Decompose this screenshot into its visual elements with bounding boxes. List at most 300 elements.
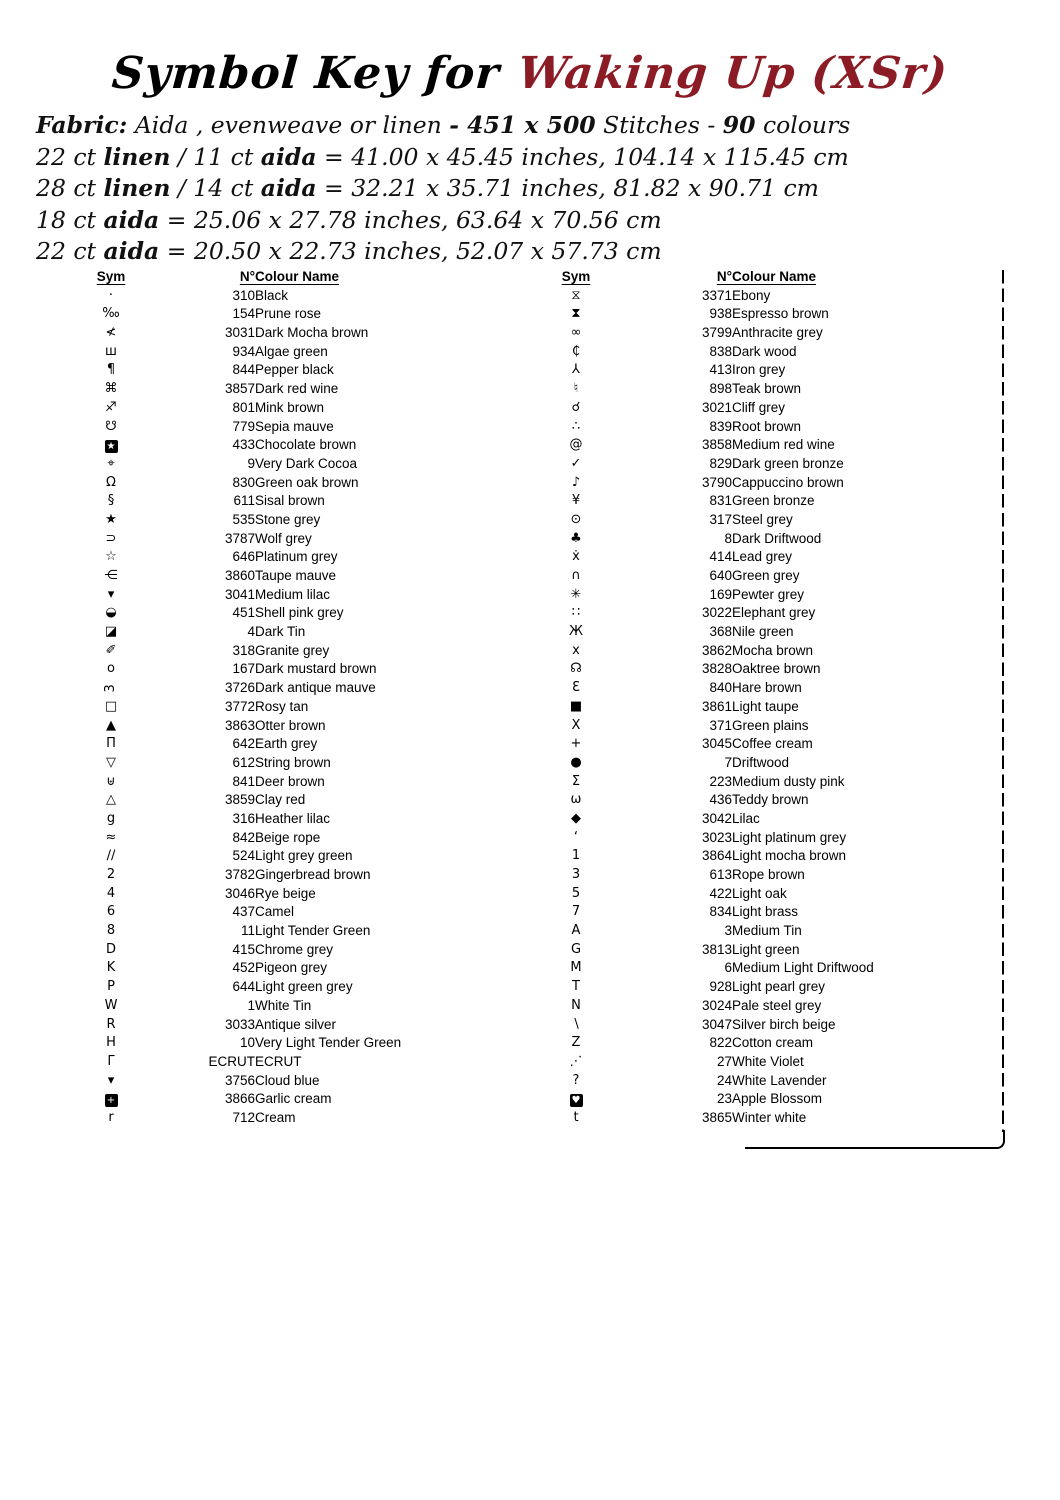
table-row xyxy=(78,959,527,978)
symbol-cell xyxy=(78,978,144,997)
fabric-text-segment: = 25.06 x 27.78 inches, 63.64 x 70.56 cm xyxy=(159,205,662,234)
table-left-body xyxy=(78,287,527,1128)
thread-number-cell: 437 xyxy=(232,904,255,920)
stitch-symbol-icon: r xyxy=(108,1109,114,1125)
colour-name-cell: Driftwood xyxy=(732,754,790,770)
thread-number-cell: 3033 xyxy=(224,1016,255,1032)
thread-number-cell: 838 xyxy=(709,343,732,359)
symbol-cell xyxy=(543,567,609,586)
symbol-cell xyxy=(78,791,144,810)
symbol-cell xyxy=(78,361,144,380)
table-row xyxy=(78,997,527,1016)
symbol-cell xyxy=(543,548,609,567)
colour-name-cell: Iron grey xyxy=(732,362,786,378)
stitch-symbol-icon: ♪ xyxy=(571,474,581,490)
symbol-cell xyxy=(78,1072,144,1091)
colour-name-cell: Green plains xyxy=(732,717,809,733)
thread-number-cell: 844 xyxy=(232,362,255,378)
fabric-text-segment: linen xyxy=(103,174,171,202)
thread-number-cell: 422 xyxy=(709,885,732,901)
colour-name-cell: Medium lilac xyxy=(255,586,331,602)
table-row xyxy=(543,380,982,399)
colour-name-cell: Otter brown xyxy=(255,717,326,733)
thread-number-cell: 27 xyxy=(716,1053,732,1069)
colour-name-cell: Sisal brown xyxy=(255,493,325,509)
stitch-symbol-icon: ⋰ xyxy=(569,1053,583,1069)
stitch-symbol-icon: ∩ xyxy=(571,568,581,583)
fabric-info-block xyxy=(36,110,850,268)
stitch-symbol-icon: ∞ xyxy=(570,325,582,341)
table-row xyxy=(543,754,982,773)
stitch-symbol-icon: A xyxy=(571,923,581,939)
table-row xyxy=(543,436,982,455)
stitch-symbol-icon: ☊ xyxy=(570,661,582,677)
symbol-cell xyxy=(543,1034,609,1053)
table-row xyxy=(543,903,982,922)
symbol-cell xyxy=(78,660,144,679)
table-row xyxy=(543,941,982,960)
stitch-symbol-icon: Ω xyxy=(106,474,116,490)
table-row xyxy=(543,717,982,736)
colour-name-cell: Rye beige xyxy=(255,885,316,901)
thread-number-cell: 3756 xyxy=(224,1072,255,1088)
thread-number-cell: 3042 xyxy=(701,810,732,826)
colour-name-cell: Cloud blue xyxy=(255,1072,320,1088)
symbol-cell xyxy=(78,474,144,493)
thread-number-cell: 11 xyxy=(240,923,255,939)
symbol-cell xyxy=(78,903,144,922)
table-row xyxy=(543,586,982,605)
colour-name-cell: Light green grey xyxy=(255,979,353,995)
colour-name-cell: Oaktree brown xyxy=(732,661,821,677)
symbol-cell xyxy=(78,679,144,698)
colour-name-cell: Gingerbread brown xyxy=(255,867,371,882)
thread-number-cell: 535 xyxy=(232,511,255,527)
symbol-cell xyxy=(78,530,144,549)
thread-number-cell: 712 xyxy=(232,1109,255,1125)
stitch-symbol-icon: G xyxy=(570,941,582,957)
colour-name-cell: Root brown xyxy=(732,418,802,434)
stitch-symbol-icon: ● xyxy=(570,754,582,770)
symbol-cell xyxy=(78,642,144,661)
stitch-symbol-icon: · xyxy=(108,287,114,303)
symbol-cell xyxy=(543,754,609,773)
colour-name-cell: Teddy brown xyxy=(732,792,809,808)
symbol-cell xyxy=(543,791,609,810)
table-row xyxy=(78,305,527,324)
symbol-cell xyxy=(78,511,144,530)
colour-name-cell: Dark Tin xyxy=(255,624,306,640)
colour-name-cell: Dark antique mauve xyxy=(255,680,376,696)
table-row xyxy=(543,548,982,567)
table-row xyxy=(78,287,527,306)
symbol-cell xyxy=(543,455,609,474)
thread-number-cell: 3021 xyxy=(701,399,732,415)
stitch-symbol-icon: 3 xyxy=(571,867,581,882)
stitch-symbol-icon: 6 xyxy=(106,904,116,920)
symbol-cell xyxy=(78,717,144,736)
colour-name-cell: Lilac xyxy=(732,810,760,826)
stitch-symbol-icon: ☋ xyxy=(105,418,117,434)
thread-number-cell: 3858 xyxy=(701,437,732,453)
colour-name-cell: Anthracite grey xyxy=(732,325,823,341)
thread-number-cell: 154 xyxy=(232,306,255,322)
thread-number-cell: 842 xyxy=(232,829,255,845)
symbol-cell xyxy=(78,773,144,792)
colour-name-cell: Platinum grey xyxy=(255,549,338,565)
thread-number-cell: 840 xyxy=(709,680,732,696)
table-row xyxy=(543,866,982,885)
table-row xyxy=(78,1053,527,1072)
symbol-cell xyxy=(78,754,144,773)
symbol-cell xyxy=(543,1090,609,1109)
thread-number-cell: 10 xyxy=(239,1035,255,1051)
stitch-symbol-icon: ♥ xyxy=(570,1094,583,1107)
stitch-symbol-icon: D xyxy=(105,941,116,957)
colour-name-cell: White Lavender xyxy=(732,1072,827,1088)
colour-name-cell: ECRUT xyxy=(255,1053,302,1069)
table-row xyxy=(78,474,527,493)
stitch-symbol-icon: Ɛ xyxy=(572,680,580,696)
symbol-cell xyxy=(543,735,609,754)
symbol-cell xyxy=(78,604,144,623)
colour-name-cell: Light taupe xyxy=(732,698,799,714)
stitch-symbol-icon: o xyxy=(107,661,115,677)
colour-name-cell: Winter white xyxy=(732,1109,807,1125)
table-right-dashed-rule xyxy=(1002,270,1004,1132)
table-row xyxy=(78,735,527,754)
symbol-cell xyxy=(78,847,144,866)
colour-name-cell: Shell pink grey xyxy=(255,605,344,621)
symbol-cell xyxy=(543,829,609,848)
table-row xyxy=(543,1109,982,1128)
symbol-cell xyxy=(543,361,609,380)
thread-number-cell: 3864 xyxy=(701,848,732,864)
thread-number-cell: 3041 xyxy=(224,586,255,602)
colour-name-cell: Dark Driftwood xyxy=(732,530,822,546)
stitch-symbol-icon: H xyxy=(106,1035,116,1051)
colour-name-cell: Medium red wine xyxy=(732,437,835,453)
table-row xyxy=(78,1072,527,1091)
stitch-symbol-icon: K xyxy=(106,960,116,976)
stitch-symbol-icon: △ xyxy=(106,792,116,808)
colour-name-cell: Taupe mauve xyxy=(255,568,337,583)
table-row xyxy=(543,455,982,474)
table-row xyxy=(543,287,982,306)
thread-number-cell: 433 xyxy=(232,437,255,453)
colour-name-cell: Silver birch beige xyxy=(732,1016,836,1032)
colour-name-cell: Very Dark Cocoa xyxy=(255,455,358,471)
table-header-row xyxy=(78,268,527,287)
table-row xyxy=(543,997,982,1016)
table-row xyxy=(543,660,982,679)
stitch-symbol-icon: 2 xyxy=(106,867,116,882)
symbol-cell xyxy=(543,847,609,866)
symbol-cell xyxy=(543,623,609,642)
table-row xyxy=(78,847,527,866)
thread-number-cell: 3866 xyxy=(224,1091,255,1107)
table-row xyxy=(543,829,982,848)
table-row xyxy=(78,436,527,455)
colour-name-cell: Elephant grey xyxy=(732,605,816,621)
thread-number-cell: 8 xyxy=(724,530,732,546)
fabric-text-segment: 28 ct xyxy=(36,174,104,202)
stitch-symbol-icon: g xyxy=(106,810,116,826)
stitch-symbol-icon: ⌘ xyxy=(104,381,118,397)
thread-number-cell: ECRUT xyxy=(208,1053,255,1069)
table-row xyxy=(78,922,527,941)
table-row xyxy=(78,1109,527,1128)
table-row xyxy=(78,1034,527,1053)
thread-number-cell: 3863 xyxy=(224,717,255,733)
stitch-symbol-icon: Σ xyxy=(571,773,581,789)
thread-number-cell: 451 xyxy=(232,605,255,621)
fabric-line xyxy=(36,173,850,205)
stitch-symbol-icon: ✓ xyxy=(570,455,582,471)
fabric-text-segment: 18 ct xyxy=(36,205,104,234)
page-title xyxy=(0,48,1060,99)
table-row xyxy=(543,361,982,380)
stitch-symbol-icon: ω xyxy=(570,792,582,808)
stitch-symbol-icon: ≮ xyxy=(105,325,117,341)
symbol-cell xyxy=(543,511,609,530)
colour-name-cell: Green grey xyxy=(732,568,800,583)
symbol-cell xyxy=(543,474,609,493)
stitch-symbol-icon: ⊃ xyxy=(105,530,117,546)
thread-number-cell: 3782 xyxy=(224,867,255,882)
symbol-cell xyxy=(543,642,609,661)
thread-number-cell: 642 xyxy=(232,736,255,752)
title-project-name: Waking Up (XSr) xyxy=(515,48,951,99)
table-row xyxy=(78,548,527,567)
thread-number-cell: 414 xyxy=(709,549,732,565)
table-row xyxy=(78,754,527,773)
table-row xyxy=(543,511,982,530)
stitch-symbol-icon: ▽ xyxy=(106,754,116,770)
thread-number-cell: 613 xyxy=(709,867,732,882)
thread-number-cell: 4 xyxy=(247,624,255,640)
stitch-symbol-icon: § xyxy=(107,493,115,509)
stitch-symbol-icon: W xyxy=(104,997,118,1013)
table-row xyxy=(78,810,527,829)
table-row xyxy=(78,1090,527,1109)
colour-name-cell: Earth grey xyxy=(255,736,318,752)
colour-name-cell: Very Light Tender Green xyxy=(255,1035,402,1051)
colour-name-cell: Heather lilac xyxy=(255,810,331,826)
symbol-cell xyxy=(543,698,609,717)
stitch-symbol-icon: N xyxy=(571,997,581,1013)
thread-number-cell: 3859 xyxy=(224,792,255,808)
colour-name-cell: Dark green bronze xyxy=(732,455,844,471)
symbol-cell xyxy=(78,735,144,754)
fabric-text-segment: / 11 ct xyxy=(170,142,261,171)
thread-number-cell: 316 xyxy=(232,810,255,826)
table-row xyxy=(78,1016,527,1035)
stitch-symbol-icon: ☆ xyxy=(105,549,117,565)
stitch-symbol-icon: ⊎ xyxy=(106,773,116,789)
stitch-symbol-icon: ◪ xyxy=(104,624,118,640)
symbol-cell xyxy=(78,885,144,904)
thread-number-cell: 3047 xyxy=(701,1016,732,1032)
thread-number-cell: 223 xyxy=(709,773,732,789)
stitch-symbol-icon: ♣ xyxy=(570,530,582,546)
colour-name-cell: Cappuccino brown xyxy=(732,474,844,490)
table-header-row xyxy=(543,268,982,287)
stitch-symbol-icon: x xyxy=(572,642,580,658)
symbol-cell xyxy=(543,885,609,904)
thread-number-cell: 841 xyxy=(232,773,255,789)
table-row xyxy=(543,847,982,866)
colour-name-cell: Chocolate brown xyxy=(255,437,357,453)
table-row xyxy=(78,361,527,380)
thread-number-cell: 9 xyxy=(247,455,255,471)
table-row xyxy=(543,959,982,978)
thread-number-cell: 3046 xyxy=(224,885,255,901)
symbol-cell xyxy=(78,829,144,848)
thread-number-cell: 3862 xyxy=(701,642,732,658)
table-row xyxy=(78,324,527,343)
colour-name-cell: Teak brown xyxy=(732,381,802,397)
thread-number-cell: 612 xyxy=(232,754,255,770)
symbol-cell xyxy=(78,866,144,885)
colour-name-cell: Chrome grey xyxy=(255,941,334,957)
table-row xyxy=(78,698,527,717)
thread-number-cell: 830 xyxy=(232,474,255,490)
header-number: N° xyxy=(716,269,732,284)
fabric-line xyxy=(36,236,850,268)
colour-name-cell: Medium Tin xyxy=(732,923,802,939)
table-row xyxy=(78,866,527,885)
symbol-cell xyxy=(543,343,609,362)
stitch-symbol-icon: ◆ xyxy=(571,810,581,826)
fabric-text-segment: Aida , evenweave or linen xyxy=(127,111,450,139)
table-row xyxy=(543,791,982,810)
colour-name-cell: Light grey green xyxy=(255,848,353,864)
thread-number-cell: 646 xyxy=(232,549,255,565)
fabric-text-segment: = 20.50 x 22.73 inches, 52.07 x 57.73 cm xyxy=(159,237,662,265)
colour-name-cell: Deer brown xyxy=(255,773,325,789)
colour-name-cell: Clay red xyxy=(255,792,306,808)
thread-number-cell: 368 xyxy=(709,624,732,640)
stitch-symbol-icon: 5 xyxy=(571,885,581,901)
thread-number-cell: 839 xyxy=(709,418,732,434)
stitch-symbol-icon: Ⅹ xyxy=(571,717,581,733)
symbol-cell xyxy=(543,1109,609,1128)
stitch-symbol-icon: ⊙ xyxy=(570,511,582,527)
stitch-symbol-icon: ▲ xyxy=(106,717,116,733)
symbol-cell xyxy=(78,343,144,362)
thread-number-cell: 3799 xyxy=(701,325,732,341)
table-row xyxy=(78,791,527,810)
colour-name-cell: Beige rope xyxy=(255,829,321,845)
stitch-symbol-icon: 4 xyxy=(106,885,116,901)
stitch-symbol-icon: ¥ xyxy=(571,493,581,509)
symbol-cell xyxy=(543,717,609,736)
stitch-symbol-icon: ✳ xyxy=(570,586,582,602)
colour-name-cell: Wolf grey xyxy=(255,530,312,546)
thread-number-cell: 3790 xyxy=(701,474,732,490)
thread-number-cell: 834 xyxy=(709,904,732,920)
header-number: N° xyxy=(239,269,255,284)
stitch-symbol-icon: ⅄ xyxy=(572,362,580,378)
colour-name-cell: Pigeon grey xyxy=(255,960,328,976)
fabric-text-segment: = 32.21 x 35.71 inches, 81.82 x 90.71 cm xyxy=(316,174,819,202)
fabric-text-segment: aida xyxy=(103,237,160,265)
fabric-text-segment: - 451 x 500 xyxy=(449,111,596,139)
stitch-symbol-icon: Π xyxy=(106,736,116,752)
stitch-symbol-icon: 8 xyxy=(106,923,116,939)
thread-number-cell: 436 xyxy=(709,792,732,808)
thread-number-cell: 167 xyxy=(232,661,255,677)
stitch-symbol-icon: ◒ xyxy=(105,605,117,621)
colour-name-cell: Prune rose xyxy=(255,306,322,322)
thread-number-cell: 3726 xyxy=(224,680,255,696)
symbol-cell xyxy=(78,959,144,978)
stitch-symbol-icon: ⌖ xyxy=(107,455,115,471)
symbol-cell xyxy=(78,399,144,418)
fabric-text-segment: = 41.00 x 45.45 inches, 104.14 x 115.45 cm xyxy=(316,142,849,171)
table-row xyxy=(78,567,527,586)
stitch-symbol-icon: ☌ xyxy=(571,399,581,415)
symbol-cell xyxy=(78,1016,144,1035)
symbol-cell xyxy=(78,305,144,324)
symbol-cell xyxy=(543,959,609,978)
symbol-cell xyxy=(543,660,609,679)
colour-name-cell: Medium dusty pink xyxy=(732,773,845,789)
colour-name-cell: Light green xyxy=(732,941,800,957)
stitch-symbol-icon: Γ xyxy=(107,1053,115,1069)
thread-number-cell: 938 xyxy=(709,306,732,322)
stitch-symbol-icon: ⋲ xyxy=(104,568,118,583)
thread-number-cell: 317 xyxy=(709,511,732,527)
symbol-cell xyxy=(78,997,144,1016)
thread-number-cell: 524 xyxy=(232,848,255,864)
symbol-cell xyxy=(78,380,144,399)
table-row xyxy=(543,642,982,661)
table-row xyxy=(78,660,527,679)
fabric-text-segment: linen xyxy=(103,142,171,171)
fabric-line xyxy=(36,142,850,174)
colour-name-cell: Lead grey xyxy=(732,549,793,565)
symbol-cell xyxy=(543,305,609,324)
thread-number-cell: 898 xyxy=(709,381,732,397)
colour-name-cell: Green oak brown xyxy=(255,474,359,490)
symbol-cell xyxy=(543,287,609,306)
table-row xyxy=(543,922,982,941)
colour-name-cell: Dark wood xyxy=(732,343,797,359)
stitch-symbol-icon: 3 xyxy=(102,684,118,693)
colour-name-cell: Rope brown xyxy=(732,867,805,882)
colour-name-cell: Coffee cream xyxy=(732,736,813,752)
colour-name-cell: Black xyxy=(255,287,289,303)
thread-number-cell: 934 xyxy=(232,343,255,359)
colour-name-cell: Cliff grey xyxy=(732,399,786,415)
thread-number-cell: 3787 xyxy=(224,530,255,546)
stitch-symbol-icon: t xyxy=(573,1109,579,1125)
symbol-cell xyxy=(78,287,144,306)
stitch-symbol-icon: ш xyxy=(105,343,117,359)
table-row xyxy=(543,305,982,324)
header-sym: Sym xyxy=(561,269,591,284)
symbol-cell xyxy=(78,324,144,343)
symbol-cell xyxy=(543,324,609,343)
table-row xyxy=(78,530,527,549)
symbol-cell xyxy=(78,698,144,717)
header-colour-name: Colour Name xyxy=(255,269,340,284)
colour-name-cell: Apple Blossom xyxy=(732,1091,823,1107)
colour-name-cell: Light Tender Green xyxy=(255,923,371,939)
thread-number-cell: 3772 xyxy=(224,698,255,714)
